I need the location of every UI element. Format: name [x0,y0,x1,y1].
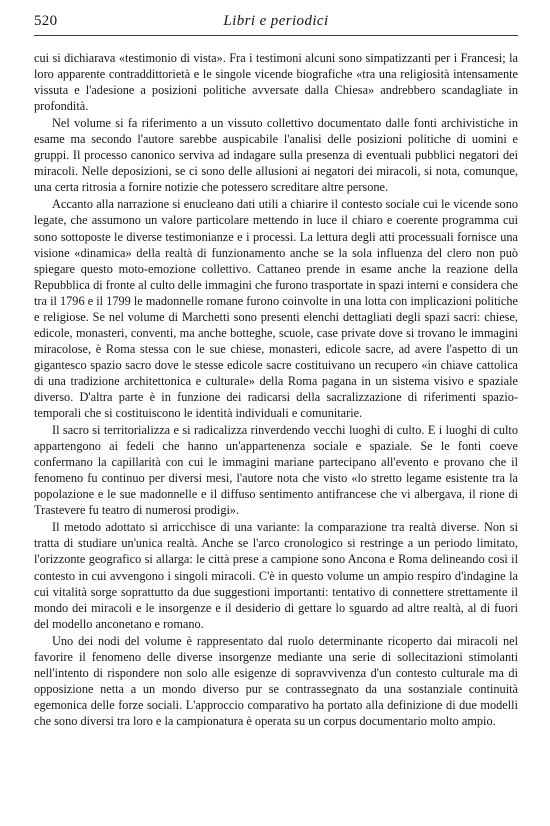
paragraph: Nel volume si fa riferimento a un vissuto collettivo documentato dalle fonti archivistiche in esame ma secondo l'autore sarebbe auspicabile l'analisi delle posizioni politiche di uomini e gruppi. Il processo canonico serviva ad indagare sulla presenza di eventuali pubblici negatori dei miracoli. Nelle deposizioni, se ci sono delle allusioni ai negatori dei miracoli, si nota, comunque, una certa ritrosia a fornire notizie che potessero screditare altre persone. [34,116,518,195]
page-number: 520 [34,13,58,29]
paragraph: cui si dichiarava «testimonio di vista». Fra i testimoni alcuni sono simpatizzanti per i Francesi; la loro apparente contraddittorietà e le singole vicende biografiche «tra una religiosità intensamente vissuta e l'adesione a posizioni politiche avversate dalla Chiesa» andrebbero scandagliate in profondità. [34,51,518,114]
page-body [34,50,518,729]
paragraph: Accanto alla narrazione si enucleano dati utili a chiarire il contesto sociale cui le vicende sono legate, che assumono un valore particolare mettendo in luce il chiaro e coerente programma cui sono sottoposte le diverse testimonianze e i processi. La lettura degli atti processuali fornisce una visione «dinamica» della realtà di funzionamento anche se la sola influenza del clero non può spiegare questo moto-emozione collettivo. Cattaneo prende in esame anche la reazione della Repubblica di fronte al culto delle immagini che furono trasportate in spazi interni e considera che tra il 1796 e il 1799 le madonnelle romane furono coinvolte in una lotta con implicazioni politiche e religiose. Se nel volume di Marchetti sono presenti elenchi dettagliati degli spazi sacri: chiese, edicole, monasteri, conventi, ma anche botteghe, scuole, case private dove si trovano le immagini miracolose, è Roma stessa con le sue chiese, monasteri, edicole sacre, ad avere l'aspetto di un gigantesco spazio sacro dove le stesse edicole sacre costituivano un recupero «in chiave cattolica di una tradizione architettonica e culturale» della Roma pagana in un sistema visivo e spaziale diverso. D'altra parte è in funzione dei radicarsi della sacralizzazione di riferimenti spazio-temporali che si costituiscono le identità individuali e comunitarie. [34,197,518,421]
header-rule [34,35,518,36]
page-header [34,13,518,35]
paragraph: Il metodo adottato si arricchisce di una variante: la comparazione tra realtà diverse. Non si tratta di studiare un'unica realtà. Anche se l'arco cronologico si restringe a un periodo limitato, l'orizzonte geografico si allarga: le città prese a campione sono Ancona e Roma delineando così il contesto in cui avvengono i singoli miracoli. C'è in questo volume un ampio respiro d'indagine la cui vitalità sorge soprattutto da due suggestioni importanti: tentativo di connettere strettamente il mondo dei miracoli e le insorgenze e il desiderio di gettare lo sguardo ad altre realtà, al di fuori del modello anconetano e romano. [34,520,518,631]
running-title: Libri e periodici [223,13,329,29]
paragraph: Il sacro si territorializza e si radicalizza rinverdendo vecchi luoghi di culto. E i luoghi di culto appartengono ai fedeli che hanno un'appartenenza sociale e spaziale. Se le fonti coeve confermano la capillarità con cui le immagini mariane partecipano all'evento e provano che il fenomeno fu continuo per diversi mesi, l'autore nota che visto «lo stretto legame esistente tra la popolazione e le sue madonnelle e il diffuso sentimento antifrancese che vi albergava, il rione di Trastevere fu teatro di numerosi prodigi». [34,423,518,518]
paragraph: Uno dei nodi del volume è rappresentato dal ruolo determinante ricoperto dai miracoli nel favorire il fenomeno delle diverse insorgenze mediante una serie di sollecitazioni stimolanti nell'intento di rispondere non solo alle esigenze di sopravvivenza d'un contesto culturale ma di opposizione netta a un mondo diverso pur se contrassegnato da una sostanziale continuità egemonica delle forze sociali. L'approccio comparativo ha portato alla definizione di due modelli che sono diversi tra loro e la campionatura è operata su un corpus documentario molto ampio. [34,633,518,728]
